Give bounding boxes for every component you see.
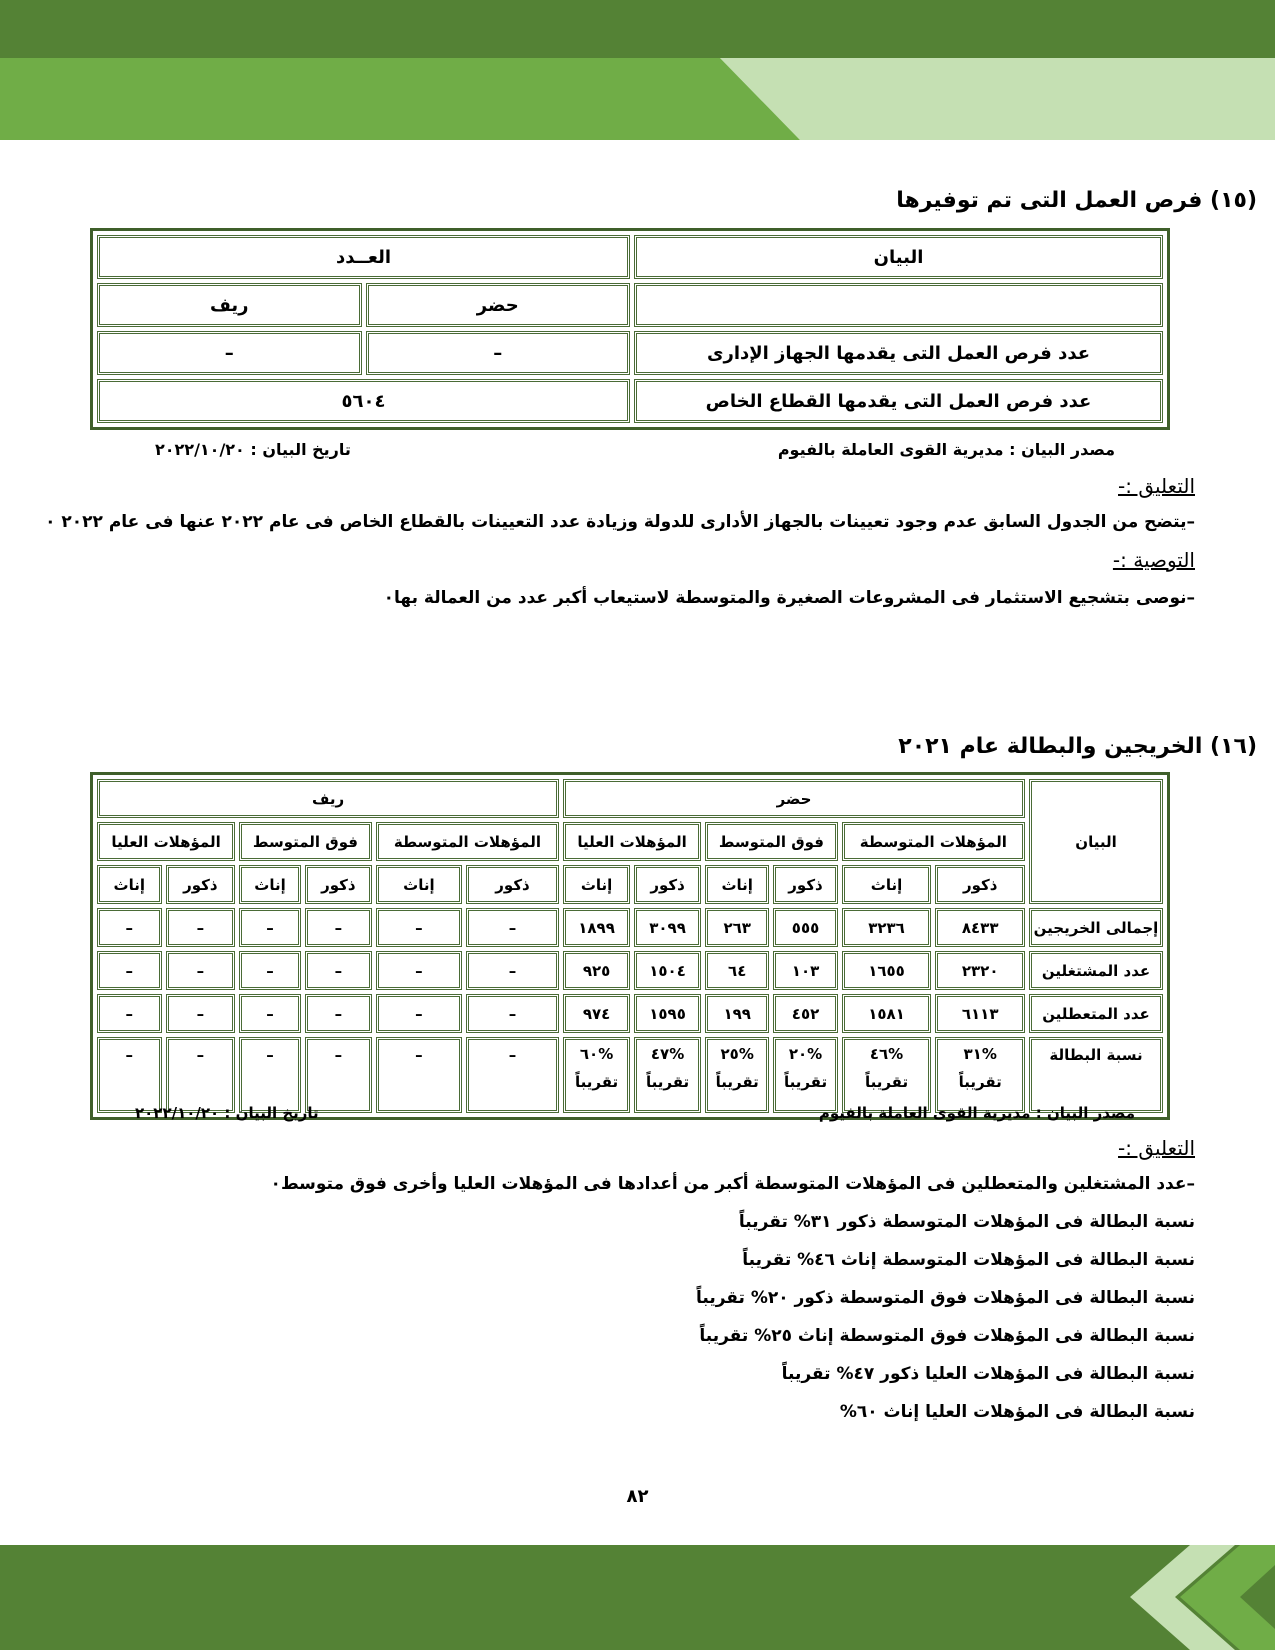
dash-cell: – bbox=[466, 1037, 559, 1113]
table-row bbox=[97, 994, 1163, 1033]
rate-value: %٣١ bbox=[963, 1045, 997, 1063]
table15-date: تاريخ البيان : ٢٠٢٢/١٠/٢٠ bbox=[155, 440, 351, 459]
row-label: عدد المشتغلين bbox=[1029, 951, 1163, 990]
rate-value: %٤٦ bbox=[869, 1045, 904, 1063]
table16-title: (١٦) الخريجين والبطالة عام ٢٠٢١ bbox=[898, 734, 1257, 759]
dash-cell: – bbox=[305, 994, 372, 1033]
table15-title: (١٥) فرص العمل التى تم توفيرها bbox=[896, 188, 1257, 213]
rate-cell bbox=[842, 1037, 932, 1113]
page-number: ٨٢ bbox=[626, 1486, 649, 1507]
rate-value: %٤٧ bbox=[650, 1045, 685, 1063]
data-cell: ٢٦٣ bbox=[705, 908, 769, 947]
rate-cell bbox=[935, 1037, 1025, 1113]
rural-header: ريف bbox=[97, 779, 559, 818]
table15-empty-cell bbox=[634, 283, 1163, 327]
data-cell: ١٩٩ bbox=[705, 994, 769, 1033]
data-cell: ١٥٩٥ bbox=[634, 994, 701, 1033]
female-header: إناث bbox=[705, 865, 769, 904]
graduates-table bbox=[90, 772, 1170, 1120]
comment2-line: –عدد المشتغلين والمتعطلين فى المؤهلات المتوسطة أكبر من أعدادها فى المؤهلات العليا وأخرى فوق متوسط٠ bbox=[270, 1174, 1195, 1194]
dash-cell: – bbox=[97, 994, 162, 1033]
footer-banner bbox=[0, 1545, 1275, 1650]
female-header: إناث bbox=[376, 865, 462, 904]
dash-cell: – bbox=[305, 1037, 372, 1113]
table15-label-header: البيان bbox=[634, 235, 1163, 279]
rate-value: %٦٠ bbox=[579, 1045, 614, 1063]
female-header: إناث bbox=[563, 865, 630, 904]
data-cell: ١٠٣ bbox=[773, 951, 837, 990]
comment2-line: نسبة البطالة فى المؤهلات العليا ذكور ٤٧% تقريباً bbox=[781, 1364, 1195, 1384]
male-header: ذكور bbox=[773, 865, 837, 904]
group-header: المؤهلات المتوسطة bbox=[376, 822, 559, 861]
group-header: المؤهلات العليا bbox=[563, 822, 701, 861]
recommendation-heading: التوصية :- bbox=[1112, 548, 1195, 572]
data-cell: ١٦٥٥ bbox=[842, 951, 932, 990]
dash-cell: – bbox=[466, 951, 559, 990]
dash-cell: – bbox=[376, 994, 462, 1033]
female-header: إناث bbox=[97, 865, 162, 904]
table-row bbox=[97, 1037, 1163, 1113]
row-label: إجمالى الخريجين bbox=[1029, 908, 1163, 947]
dash-cell: – bbox=[97, 1037, 162, 1113]
male-header: ذكور bbox=[466, 865, 559, 904]
table15-row-label: عدد فرص العمل التى يقدمها القطاع الخاص bbox=[634, 379, 1163, 423]
comment1-text: –يتضح من الجدول السابق عدم وجود تعيينات بالجهاز الأدارى للدولة وزيادة عدد التعيينات بالقطاع الخاص فى عام ٢٠٢٢ عنها فى عام ٢٠٢٢ ٠ bbox=[45, 512, 1195, 532]
male-header: ذكور bbox=[305, 865, 372, 904]
table15-urban-header: حضر bbox=[366, 283, 631, 327]
approx-label: تقريباً bbox=[715, 1073, 759, 1091]
recommendation-text: –نوصى بتشجيع الاستثمار فى المشروعات الصغيرة والمتوسطة لاستيعاب أكبر عدد من العمالة بها٠ bbox=[383, 588, 1195, 608]
table16-label-header: البيان bbox=[1029, 779, 1163, 904]
table-row bbox=[97, 908, 1163, 947]
data-cell: ٩٧٤ bbox=[563, 994, 630, 1033]
dash-cell: – bbox=[239, 1037, 301, 1113]
rate-value: %٢٠ bbox=[788, 1045, 823, 1063]
data-cell: ٣٠٩٩ bbox=[634, 908, 701, 947]
group-header: المؤهلات العليا bbox=[97, 822, 235, 861]
data-cell: ٣٢٣٦ bbox=[842, 908, 932, 947]
dash-cell: – bbox=[305, 951, 372, 990]
data-cell: ٦١١٣ bbox=[935, 994, 1025, 1033]
table15-count-header: العــدد bbox=[97, 235, 630, 279]
table15-merged-cell: ٥٦٠٤ bbox=[97, 379, 630, 423]
jobs-table bbox=[90, 228, 1170, 430]
dash-cell: – bbox=[239, 908, 301, 947]
approx-label: تقريباً bbox=[958, 1073, 1002, 1091]
data-cell: ٨٤٣٣ bbox=[935, 908, 1025, 947]
dash-cell: – bbox=[166, 1037, 236, 1113]
group-header: المؤهلات المتوسطة bbox=[842, 822, 1025, 861]
table15-cell: – bbox=[97, 331, 362, 375]
dash-cell: – bbox=[166, 908, 236, 947]
data-cell: ٤٥٢ bbox=[773, 994, 837, 1033]
group-header: فوق المتوسط bbox=[705, 822, 838, 861]
rate-cell bbox=[563, 1037, 630, 1113]
header-banner bbox=[0, 0, 1275, 140]
comment2-line: نسبة البطالة فى المؤهلات المتوسطة ذكور ٣١% تقريباً bbox=[738, 1212, 1195, 1232]
rate-cell bbox=[773, 1037, 837, 1113]
comment2-line: نسبة البطالة فى المؤهلات العليا إناث ٦٠% bbox=[839, 1402, 1195, 1422]
data-cell: ١٨٩٩ bbox=[563, 908, 630, 947]
comment2-line: نسبة البطالة فى المؤهلات فوق المتوسطة ذكور ٢٠% تقريباً bbox=[696, 1288, 1195, 1308]
approx-label: تقريباً bbox=[783, 1073, 828, 1091]
group-header: فوق المتوسط bbox=[239, 822, 372, 861]
table15-cell: – bbox=[366, 331, 631, 375]
data-cell: ١٥٠٤ bbox=[634, 951, 701, 990]
dash-cell: – bbox=[166, 951, 236, 990]
rate-cell bbox=[705, 1037, 769, 1113]
male-header: ذكور bbox=[166, 865, 236, 904]
female-header: إناث bbox=[842, 865, 932, 904]
comment2-line: نسبة البطالة فى المؤهلات فوق المتوسطة إناث ٢٥% تقريباً bbox=[699, 1326, 1195, 1346]
comment1-heading: التعليق :- bbox=[1118, 474, 1195, 498]
data-cell: ٩٢٥ bbox=[563, 951, 630, 990]
table-row bbox=[97, 951, 1163, 990]
rate-value: %٢٥ bbox=[720, 1045, 754, 1063]
male-header: ذكور bbox=[634, 865, 701, 904]
data-cell: ٥٥٥ bbox=[773, 908, 837, 947]
approx-label: تقريباً bbox=[645, 1073, 690, 1091]
male-header: ذكور bbox=[935, 865, 1025, 904]
approx-label: تقريباً bbox=[864, 1073, 909, 1091]
dash-cell: – bbox=[376, 951, 462, 990]
dash-cell: – bbox=[239, 951, 301, 990]
dash-cell: – bbox=[166, 994, 236, 1033]
dash-cell: – bbox=[97, 951, 162, 990]
comment2-heading: التعليق :- bbox=[1118, 1136, 1195, 1160]
dash-cell: – bbox=[466, 908, 559, 947]
table15-source: مصدر البيان : مديرية القوى العاملة بالفيوم bbox=[777, 440, 1115, 459]
table16-source: مصدر البيان : مديرية القوى العاملة بالفيوم bbox=[818, 1104, 1135, 1122]
row-label: عدد المتعطلين bbox=[1029, 994, 1163, 1033]
row-label: نسبة البطالة bbox=[1029, 1037, 1163, 1113]
rate-cell bbox=[634, 1037, 701, 1113]
dash-cell: – bbox=[376, 908, 462, 947]
dash-cell: – bbox=[376, 1037, 462, 1113]
data-cell: ٢٣٢٠ bbox=[935, 951, 1025, 990]
data-cell: ١٥٨١ bbox=[842, 994, 932, 1033]
data-cell: ٦٤ bbox=[705, 951, 769, 990]
table15-row-label: عدد فرص العمل التى يقدمها الجهاز الإدارى bbox=[634, 331, 1163, 375]
urban-header: حضر bbox=[563, 779, 1025, 818]
table16-date: تاريخ البيان : ٢٠٢٢/١٠/٢٠ bbox=[135, 1104, 319, 1122]
table15-rural-header: ريف bbox=[97, 283, 362, 327]
dash-cell: – bbox=[239, 994, 301, 1033]
approx-label: تقريباً bbox=[574, 1073, 619, 1091]
dash-cell: – bbox=[466, 994, 559, 1033]
female-header: إناث bbox=[239, 865, 301, 904]
dash-cell: – bbox=[97, 908, 162, 947]
dash-cell: – bbox=[305, 908, 372, 947]
comment2-line: نسبة البطالة فى المؤهلات المتوسطة إناث ٤٦% تقريباً bbox=[742, 1250, 1195, 1270]
